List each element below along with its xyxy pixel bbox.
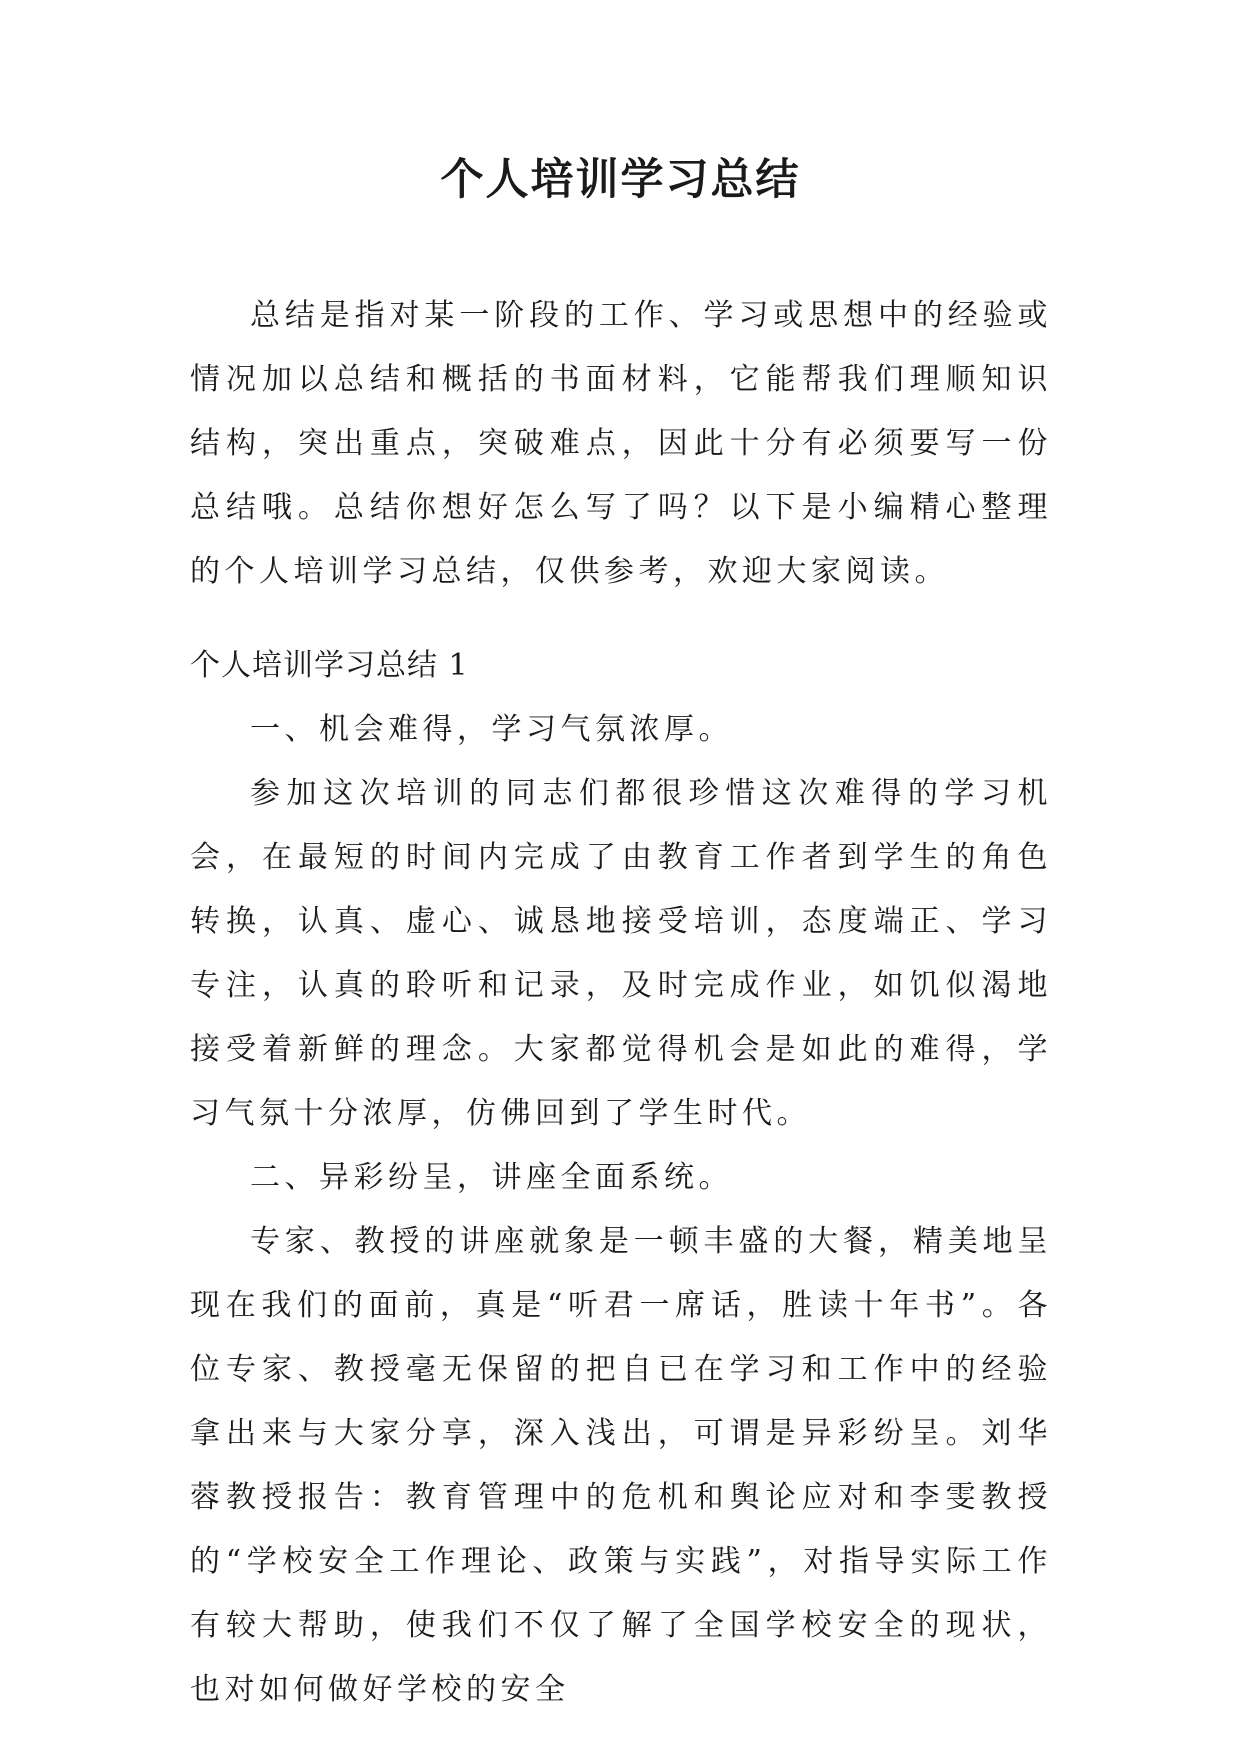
section-title: 个人培训学习总结 1 [190,648,469,683]
section-1 [190,634,1052,1722]
heading-1: 一、机会难得，学习气氛浓厚。 [250,712,733,747]
intro-paragraph: 总结是指对某一阶段的工作、学习或思想中的经验或情况加以总结和概括的书面材料，它能帮我们理顺知识结构，突出重点，突破难点，因此十分有必须要写一份总结哦。总结你想好怎么写了吗？以下是小编精心整理的个人培训学习总结，仅供参考，欢迎大家阅读。 [190,298,1052,589]
document-title: 个人培训学习总结 [440,155,801,205]
paragraph-1: 参加这次培训的同志们都很珍惜这次难得的学习机会，在最短的时间内完成了由教育工作者到学生的角色转换，认真、虚心、诚恳地接受培训，态度端正、学习专注，认真的聆听和记录，及时完成作业，如饥似渴地接受着新鲜的理念。大家都觉得机会是如此的难得，学习气氛十分浓厚，仿佛回到了学生时代。 [190,776,1052,1131]
heading-2: 二、异彩纷呈，讲座全面系统。 [250,1160,733,1195]
paragraph-2: 专家、教授的讲座就象是一顿丰盛的大餐，精美地呈现在我们的面前，真是“听君一席话，胜读十年书”。各位专家、教授毫无保留的把自已在学习和工作中的经验拿出来与大家分享，深入浅出，可谓是异彩纷呈。刘华蓉教授报告：教育管理中的危机和舆论应对和李雯教授的“学校安全工作理论、政策与实践”，对指导实际工作有较大帮助，使我们不仅了解了全国学校安全的现状，也对如何做好学校的安全 [190,1224,1052,1707]
